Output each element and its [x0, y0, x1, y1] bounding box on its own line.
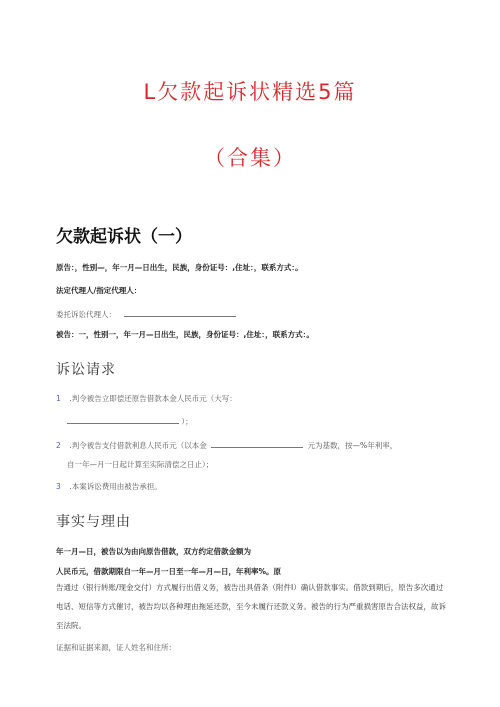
plaintiff-line: 原告：，性别—，年一月—日出生，民族，身份证号：,住址：，联系方式：。 — [56, 263, 303, 272]
legal-rep-line: 法定代理人/指定代理人： — [56, 286, 142, 295]
claim-item-1-cont — [67, 415, 193, 427]
claim-text: .判令被告立即偿还原告借款本金人民币元（大写： — [69, 394, 237, 403]
defendant-line: 被告：一，性别一，年一月—日出生，民族，身份证号：,住址：，联系方式：。 — [56, 330, 314, 339]
claim-text: .本案诉讼费用由被告承担。 — [69, 482, 162, 491]
document-subtitle: （合集） — [204, 146, 296, 170]
claim-item-3 — [56, 481, 162, 492]
claim-number: 3 — [56, 482, 61, 491]
agent-blank — [124, 308, 236, 317]
agent-line — [56, 308, 236, 320]
claim-close: ）； — [181, 417, 193, 426]
claims-heading: 诉讼请求 — [56, 362, 116, 378]
claim-number: 1 — [56, 394, 61, 403]
facts-heading: 事实与理由 — [56, 514, 131, 530]
facts-bold-1: 年一月—日，被告以为由向原告借款，双方约定借款金额为 — [56, 547, 251, 556]
claim-blank — [67, 415, 179, 424]
facts-bold-2: 人民币元，借款期限自一年—月一日至一年—月—日，年利率%。原 — [56, 567, 282, 576]
claim-item-1 — [56, 393, 237, 404]
principal-blank — [211, 439, 303, 448]
claim-text-a: .判令被告支付借款利息人民币元（以本金 — [69, 441, 207, 450]
claim-number: 2 — [56, 441, 61, 450]
claim-text-b: 元为基数，按—%年利率， — [307, 441, 398, 450]
claim-item-2 — [56, 439, 397, 451]
agent-label: 委托诉讼代理人： — [56, 310, 116, 319]
section-title: 欠款起诉状（一） — [56, 227, 192, 247]
facts-body: 告通过（银行转账/现金交付）方式履行出借义务，被告出具借条（附件I）确认借款事实。借款到期后，原告多次通过电话、短信等方式催讨，被告均以各种理由拖延还款，至今未履行还款义务。被告的行为严重损害原告合法权益，故诉至法院。 — [56, 583, 446, 630]
evidence-line: 证据和证据来源，证人姓名和住所： — [56, 643, 176, 652]
document-title: L欠款起诉状精选5篇 — [143, 80, 357, 104]
claim-text-c: 自一年—月一日起计算至实际清偿之日止）； — [67, 460, 214, 469]
